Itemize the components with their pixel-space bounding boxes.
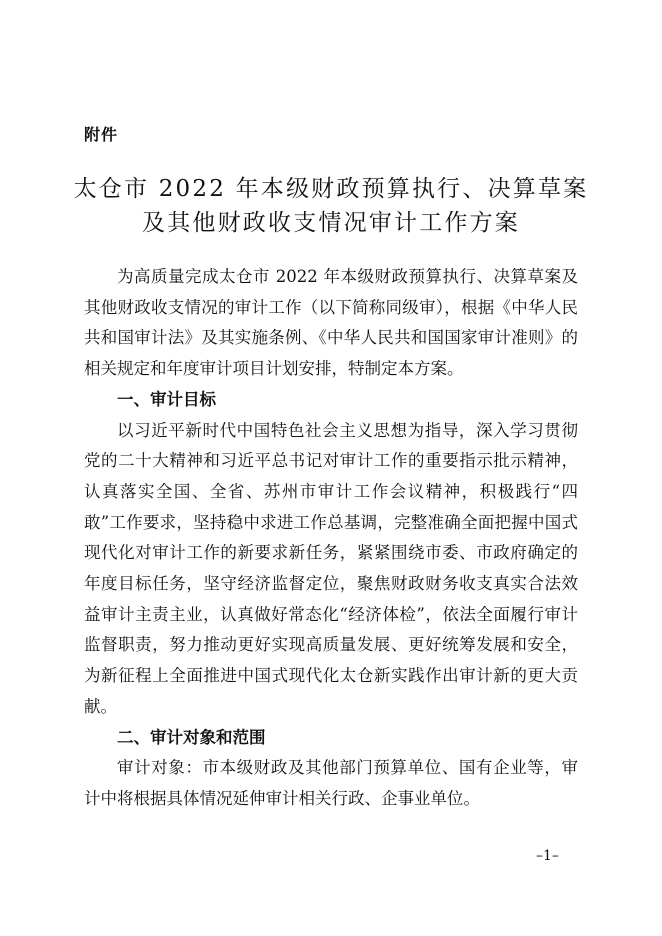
attachment-label: 附件 bbox=[84, 125, 119, 144]
document-title-line-2: 及其他财政收支情况审计工作方案 bbox=[142, 210, 520, 236]
audit-objectives-paragraph: 以习近平新时代中国特色社会主义思想为指导，深入学习贯彻党的二十大精神和习近平总书记对审计工作的重要指示批示精神，认真落实全国、全省、苏州市审计工作会议精神，积极践行“四敢”工作要求，坚持稳中求进工作总基调，完整准确全面把握中国式现代化对审计工作的新要求新任务，紧紧围绕市委、市政府确定的年度目标任务，坚守经济监督定位，聚焦财政财务收支真实合法效益审计主责主业，认真做好常态化“经济体检”，依法全面履行审计监督职责，努力推动更好实现高质量发展、更好统筹发展和安全，为新征程上全面推进中国式现代化太仓新实践作出审计新的更大贡献。 bbox=[84, 420, 578, 716]
page-number: –1– bbox=[536, 848, 559, 864]
intro-paragraph: 为高质量完成太仓市 2022 年本级财政预算执行、决算草案及其他财政收支情况的审计工作（以下简称同级审），根据《中华人民共和国审计法》及其实施条例、《中华人民共和国国家审计准则》的相关规定和年度审计项目计划安排，特制定本方案。 bbox=[84, 267, 578, 379]
section-heading-audit-objectives: 一、审计目标 bbox=[117, 389, 216, 409]
audit-scope-paragraph: 审计对象：市本级财政及其他部门预算单位、国有企业等，审计中将根据具体情况延伸审计相关行政、企事业单位。 bbox=[84, 758, 578, 808]
document-title-line-1: 太仓市 2022 年本级财政预算执行、决算草案 bbox=[73, 176, 589, 202]
section-heading-audit-scope: 二、审计对象和范围 bbox=[117, 727, 266, 747]
document-body bbox=[84, 262, 578, 815]
